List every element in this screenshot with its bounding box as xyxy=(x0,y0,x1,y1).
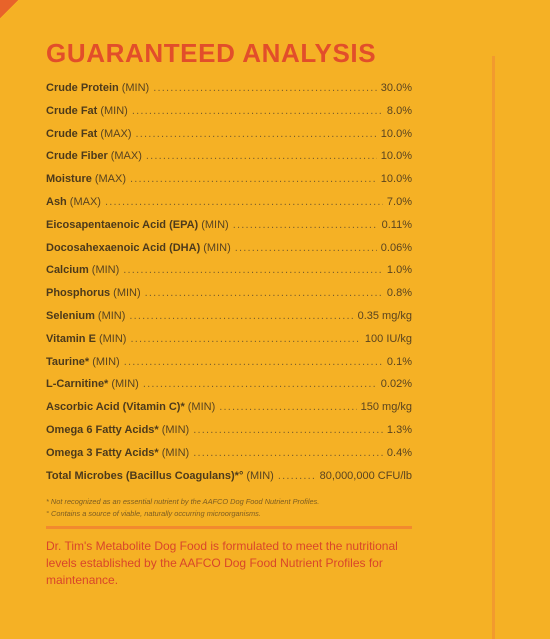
nutrient-qualifier: (MAX) xyxy=(110,150,142,163)
section-divider xyxy=(46,526,412,529)
nutrient-value: 0.8% xyxy=(386,287,412,300)
nutrient-value: 1.0% xyxy=(386,264,412,277)
nutrient-value: 0.11% xyxy=(381,218,412,231)
nutrient-qualifier: (MIN) xyxy=(92,355,120,368)
table-row xyxy=(46,401,412,424)
leader-dots xyxy=(193,447,383,459)
table-row xyxy=(46,470,412,493)
nutrient-name: Crude Fat xyxy=(46,127,98,140)
nutrient-name: L-Carnitine* xyxy=(46,378,109,391)
table-row xyxy=(46,150,412,173)
footnote-microorganisms: ° Contains a source of viable, naturally occurring microorganisms. xyxy=(46,509,261,519)
table-row xyxy=(46,264,412,287)
nutrient-name: Phosphorus xyxy=(46,287,111,300)
table-row xyxy=(46,287,412,310)
table-row xyxy=(46,196,412,219)
table-row xyxy=(46,219,412,242)
footnote-essential-nutrient: * Not recognized as an essential nutrient by the AAFCO Dog Food Nutrient Profiles. xyxy=(46,497,320,507)
nutrient-name: Moisture xyxy=(46,173,92,186)
nutrient-qualifier: (MIN) xyxy=(100,104,128,117)
nutrient-name: Omega 6 Fatty Acids* xyxy=(46,423,159,436)
nutrient-name: Crude Fiber xyxy=(46,150,108,163)
table-row xyxy=(46,128,412,151)
nutrient-name: Omega 3 Fatty Acids* xyxy=(46,446,159,459)
nutrient-name: Selenium xyxy=(46,309,95,322)
table-row xyxy=(46,333,412,356)
leader-dots xyxy=(124,356,383,368)
table-row xyxy=(46,82,412,105)
nutrient-name: Docosahexaenoic Acid (DHA) xyxy=(46,241,201,254)
leader-dots xyxy=(193,424,383,436)
leader-dots xyxy=(105,196,383,208)
nutrient-qualifier: (MAX) xyxy=(100,127,132,140)
leader-dots xyxy=(129,310,353,322)
leader-dots xyxy=(130,333,360,345)
nutrient-qualifier: (MAX) xyxy=(94,173,127,186)
nutrient-qualifier: (MIN) xyxy=(121,82,150,94)
table-row xyxy=(46,447,412,470)
leader-dots xyxy=(130,173,377,185)
leader-dots xyxy=(136,128,377,140)
nutrient-name: Vitamin E xyxy=(46,332,96,345)
nutrient-name: Total Microbes (Bacillus Coagulans)*° xyxy=(46,469,244,482)
nutrient-value: 0.06% xyxy=(380,241,412,254)
nutrient-qualifier: (MIN) xyxy=(203,241,231,254)
table-row xyxy=(46,356,412,379)
leader-dots xyxy=(123,264,383,276)
leader-dots xyxy=(146,150,377,162)
nutrient-value: 0.1% xyxy=(386,355,412,368)
nutrient-value: 0.4% xyxy=(386,446,412,459)
nutrient-value: 10.0% xyxy=(380,127,412,140)
nutrient-value: 10.0% xyxy=(380,173,412,186)
analysis-table xyxy=(46,82,412,492)
table-row xyxy=(46,173,412,196)
nutrient-qualifier: (MIN) xyxy=(91,264,120,277)
right-vertical-rule xyxy=(492,56,495,639)
nutrient-value: 100 IU/kg xyxy=(364,332,412,345)
leader-dots xyxy=(145,287,383,299)
nutrient-name: Crude Fat xyxy=(46,104,98,117)
table-row xyxy=(46,105,412,128)
table-row xyxy=(46,378,412,401)
nutrient-value: 10.0% xyxy=(380,150,412,163)
nutrient-value: 0.02% xyxy=(380,378,412,391)
nutrient-name: Ash xyxy=(46,195,67,208)
nutrient-qualifier: (MIN) xyxy=(246,469,274,482)
nutrient-value: 150 mg/kg xyxy=(360,401,412,414)
nutrient-value: 8.0% xyxy=(386,104,412,117)
leader-dots xyxy=(278,470,316,482)
nutrient-name: Crude Protein xyxy=(46,82,119,94)
nutrient-name: Ascorbic Acid (Vitamin C)* xyxy=(46,401,185,414)
leader-dots xyxy=(235,242,377,254)
table-row xyxy=(46,310,412,333)
nutrient-value: 7.0% xyxy=(386,195,412,208)
leader-dots xyxy=(132,105,383,117)
nutrient-value: 30.0% xyxy=(380,82,412,94)
table-row xyxy=(46,424,412,447)
nutrient-name: Calcium xyxy=(46,264,89,277)
leader-dots xyxy=(219,401,356,413)
leader-dots xyxy=(233,219,378,231)
guaranteed-analysis-panel xyxy=(46,38,412,589)
nutrient-value: 0.35 mg/kg xyxy=(357,309,412,322)
nutrient-qualifier: (MIN) xyxy=(113,287,141,300)
aafco-statement: Dr. Tim's Metabolite Dog Food is formulated to meet the nutritional levels established by the AAFCO Dog Food Nutrient Profiles for maintenance. xyxy=(46,539,398,588)
nutrient-name: Taurine* xyxy=(46,355,90,368)
nutrient-qualifier: (MIN) xyxy=(187,401,216,414)
nutrient-qualifier: (MIN) xyxy=(98,332,127,345)
nutrient-qualifier: (MIN) xyxy=(161,446,190,459)
nutrient-qualifier: (MIN) xyxy=(161,423,190,436)
leader-dots xyxy=(153,82,377,94)
nutrient-qualifier: (MAX) xyxy=(69,195,101,208)
leader-dots xyxy=(143,378,377,390)
nutrient-value: 1.3% xyxy=(386,423,412,436)
table-row xyxy=(46,242,412,265)
nutrient-name: Eicosapentaenoic Acid (EPA) xyxy=(46,218,199,231)
nutrient-qualifier: (MIN) xyxy=(201,218,229,231)
page-title: GUARANTEED ANALYSIS xyxy=(46,38,377,68)
nutrient-qualifier: (MIN) xyxy=(111,378,139,391)
nutrient-value: 80,000,000 CFU/lb xyxy=(319,469,412,482)
nutrient-qualifier: (MIN) xyxy=(97,309,126,322)
corner-decoration xyxy=(0,0,18,18)
footnotes xyxy=(46,496,412,520)
